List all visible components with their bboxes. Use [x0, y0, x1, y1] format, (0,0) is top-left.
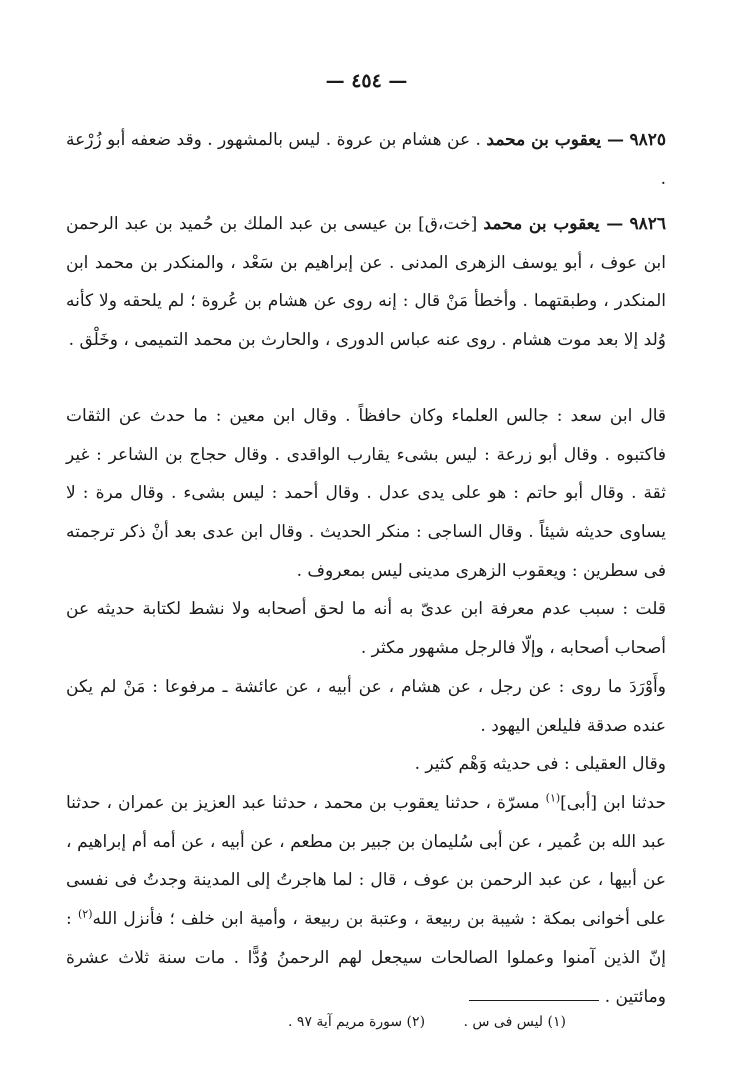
paragraph-uqayli: وقال العقيلى : فى حديثه وَهْم كثير .: [414, 754, 666, 774]
footnote-marker-1: (١): [545, 791, 561, 805]
footnote-divider: [469, 1000, 599, 1001]
entry-number: ٩٨٢٥: [629, 130, 667, 150]
footnote-2: (٢) سورة مريم آية ٩٧ .: [288, 1014, 426, 1030]
entry-text: . عن هشام بن عروة . ليس بالمشهور . وقد ضعفه أبو زُرْعة .: [66, 130, 666, 189]
footnotes: [200, 1010, 566, 1034]
entry-9825: [66, 121, 666, 198]
hadith-text-end: : إنّ الذين آمنوا وعملوا الصالحات سيجعل لهم الرحمنُ وُدًّا . مات سنة ثلاث عشرة ومائتين .: [66, 909, 666, 1007]
paragraph-commentary: قلت : سبب عدم معرفة ابن عدىّ به أنه ما لحق أصحابه ولا نشط لكتابة حديثه عن أصحاب أصحابه ، وإلّا فالرجل مشهور مكثر .: [66, 599, 666, 658]
entry-9826: [66, 205, 666, 360]
paragraph-narration: وأَوْرَدَ ما روى : عن رجل ، عن هشام ، عن أبيه ، عن عائشة ـ مرفوعا : مَنْ لم يكن عنده صدقة فليلعن اليهود .: [66, 677, 666, 736]
paragraph-ibn-saad: قال ابن سعد : جالس العلماء وكان حافظاً . وقال ابن معين : ما حدث عن الثقات فاكتبوه . وقال أبو زرعة : ليس بشىء يقارب الواقدى . وقال حجاج بن الشاعر : غير ثقة . وقال أبو حاتم : هو على يدى عدل . وقال أحمد : ليس بشىء . وقال مرة : لا يساوى حديثه شيئاً . وقال الساجى : منكر الحديث . وقال ابن عدى بعد أنْ ذكر ترجمته فى سطرين : ويعقوب الزهرى مدينى ليس بمعروف .: [66, 406, 666, 581]
hadith-text-middle: مسرّة ، حدثنا يعقوب بن محمد ، حدثنا عبد العزيز بن عمران ، حدثنا عبد الله بن عُمير ، عن أبى سُليمان بن جبير بن مطعم ، عن أبيه ، عن أمه أم إبراهيم ، عن أبيها ، عن عبد الرحمن بن عوف ، قال : لما هاجرتُ إلى المدينة وجدتُ فى نفسى على أخوانى بمكة : شيبة بن ربيعة ، وعتبة بن ربيعة ، وأمية ابن خلف ؛ فأنزل الله: [66, 793, 666, 930]
entry-name: — يعقوب بن محمد: [486, 130, 625, 150]
entry-name: — يعقوب بن محمد: [483, 214, 624, 234]
entry-number: ٩٨٢٦: [629, 214, 667, 234]
footnote-marker-2: (٢): [78, 907, 93, 921]
entry-text: [خت،ق] بن عيسى بن عبد الملك بن حُميد بن عبد الرحمن ابن عوف ، أبو يوسف الزهرى المدنى . عن إبراهيم بن سَعْد ، والمنكدر بن محمد ابن المنكدر ، وطبقتهما . وأخطأ مَنْ قال : إنه روى عن هشام بن عُروة ؛ لم يلحقه ولا كأنه وُلد إلا بعد موت هشام . روى عنه عباس الدورى ، والحارث بن محمد التميمى ، وخَلْق .: [66, 214, 666, 351]
page-number: — ٤٥٤ —: [325, 70, 408, 92]
hadith-text-start: حدثنا ابن [أبى]: [560, 793, 666, 813]
paragraph-hadith-chain: [66, 784, 666, 1016]
footnote-1: (١) ليس فى س .: [463, 1014, 566, 1030]
